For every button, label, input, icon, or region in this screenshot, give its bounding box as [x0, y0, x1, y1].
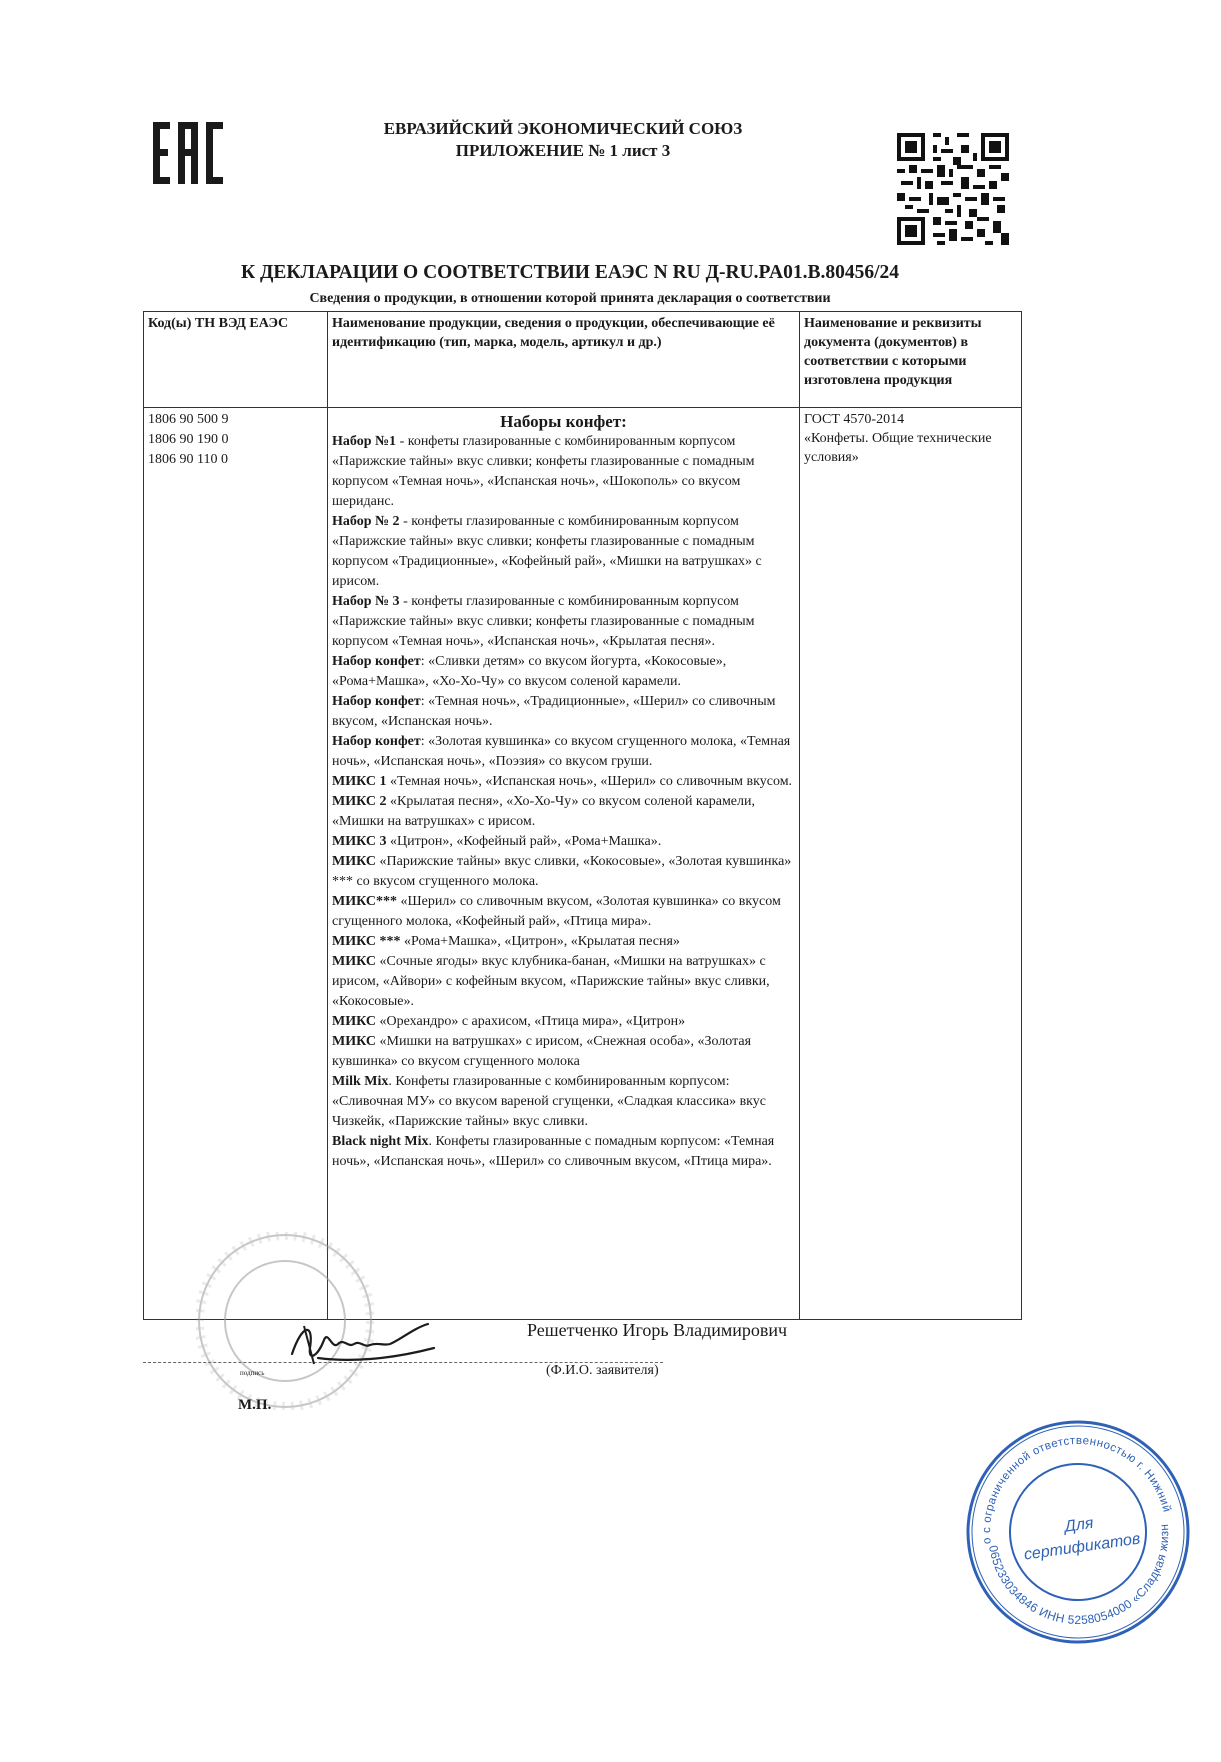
header-documents: Наименование и реквизиты документа (документов) в соответствии с которыми изготовлена продукция — [800, 312, 1022, 408]
list-item: Набор конфет: «Темная ночь», «Традиционные», «Шерил» со сливочным вкусом, «Испанская ночь». — [332, 694, 776, 729]
codes-cell — [144, 408, 328, 1320]
list-item: МИКС 3 «Цитрон», «Кофейный рай», «Рома+Машка». — [332, 834, 662, 849]
list-item: МИКС «Сочные ягоды» вкус клубника-банан, «Мишки на ватрушках» с ирисом, «Айвори» с кофейным вкусом, «Парижские тайны» вкус сливки, «Кокосовые». — [332, 954, 770, 1009]
list-item: МИКС 1 «Темная ночь», «Испанская ночь», «Шерил» со сливочным вкусом. — [332, 774, 793, 789]
products-table — [143, 311, 1022, 1320]
list-item: МИКС «Парижские тайны» вкус сливки, «Кокосовые», «Золотая кувшинка» *** со вкусом сгущенного молока. — [332, 854, 792, 889]
list-item: МИКС 2 «Крылатая песня», «Хо-Хо-Чу» со вкусом соленой карамели, «Мишки на ватрушках» с ирисом. — [332, 794, 756, 829]
stamp-ring-bottom: 1065233034846 ИНН 5258054000 «Сладкая жизнь — [986, 1523, 1172, 1627]
list-item: МИКС «Орехандро» с арахисом, «Птица мира», «Цитрон» — [332, 1014, 686, 1029]
eac-logo — [153, 122, 225, 184]
list-item: Black night Mix. Конфеты глазированные с помадным корпусом: «Темная ночь», «Испанская ночь», «Шерил» со сливочным вкусом, «Птица мира». — [332, 1134, 775, 1169]
list-item: Набор № 2 - конфеты глазированные с комбинированным корпусом «Парижские тайны» вкус сливки; конфеты глазированные с помадным корпусом «Традиционные», «Кофейный рай», «Мишки на ватрушках» с ирисом. — [332, 514, 762, 589]
list-item: Набор № 3 - конфеты глазированные с комбинированным корпусом «Парижские тайны» вкус сливки; конфеты глазированные с помадным корпусом «Темная ночь», «Испанская ночь», «Крылатая песня». — [332, 594, 755, 649]
appendix-title: ПРИЛОЖЕНИЕ № 1 лист 3 — [455, 141, 671, 160]
qr-code-icon — [897, 133, 1009, 245]
signature-icon — [288, 1318, 438, 1370]
tn-ved-code: 1806 90 500 9 — [148, 412, 229, 427]
declaration-title: К ДЕКЛАРАЦИИ О СООТВЕТСТВИИ ЕАЭС N RU Д-RU.PA01.B.80456/24 — [240, 262, 900, 283]
tn-ved-code: 1806 90 190 0 — [148, 432, 229, 447]
declaration-subtitle: Сведения о продукции, в отношении которой принята декларация о соответствии — [309, 291, 831, 306]
table-row — [144, 408, 1022, 1320]
document-header — [300, 118, 826, 162]
list-item: Набор конфет: «Сливки детям» со вкусом йогурта, «Кокосовые», «Рома+Машка», «Хо-Хо-Чу» со вкусом соленой карамели. — [332, 654, 727, 689]
documents-cell — [800, 408, 1022, 1320]
fio-caption: (Ф.И.О. заявителя) — [546, 1363, 659, 1378]
gost-number: ГОСТ 4570-2014 — [804, 412, 905, 427]
gost-title: «Конфеты. Общие технические условия» — [804, 431, 992, 465]
signature-caption: подпись — [240, 1369, 265, 1377]
sets-title: Наборы конфет: — [500, 412, 627, 431]
company-stamp-blue — [964, 1418, 1192, 1646]
list-item: МИКС «Мишки на ватрушках» с ирисом, «Снежная особа», «Золотая кувшинка» со вкусом сгущенного молока — [332, 1034, 752, 1069]
stamp-ring-top: Общество с ограниченной ответственностью г. Нижний — [980, 1434, 1173, 1545]
union-title: ЕВРАЗИЙСКИЙ ЭКОНОМИЧЕСКИЙ СОЮЗ — [383, 119, 743, 138]
header-codes: Код(ы) ТН ВЭД ЕАЭС — [144, 312, 328, 408]
list-item: Milk Mix. Конфеты глазированные с комбинированным корпусом: «Сливочная МУ» со вкусом вареной сгущенки, «Сладкая классика» вкус Чизкейк, «Парижские тайны» вкус сливки. — [332, 1074, 766, 1129]
applicant-name: Решетченко Игорь Владимирович — [527, 1320, 788, 1340]
stamp-center-line1: Для — [1063, 1514, 1095, 1536]
list-item: Набор конфет: «Золотая кувшинка» со вкусом сгущенного молока, «Темная ночь», «Испанская ночь», «Поэзия» со вкусом груши. — [332, 734, 791, 769]
list-item: МИКС *** «Рома+Машка», «Цитрон», «Крылатая песня» — [332, 934, 680, 949]
table-header-row — [144, 312, 1022, 408]
tn-ved-code: 1806 90 110 0 — [148, 452, 228, 467]
list-item: МИКС*** «Шерил» со сливочным вкусом, «Золотая кувшинка» со вкусом сгущенного молока, «Кофейный рай», «Птица мира». — [332, 894, 781, 929]
product-cell — [328, 408, 800, 1320]
header-product: Наименование продукции, сведения о продукции, обеспечивающие её идентификацию (тип, марка, модель, артикул и др.) — [328, 312, 800, 408]
mp-label: М.П. — [238, 1397, 272, 1413]
stamp-center-line2: сертификатов — [1022, 1530, 1142, 1564]
list-item: Набор №1 - конфеты глазированные с комбинированным корпусом «Парижские тайны» вкус сливки; конфеты глазированные с помадным корпусом «Темная ночь», «Испанская ночь», «Шокополь» со вкусом шериданс. — [332, 434, 755, 509]
